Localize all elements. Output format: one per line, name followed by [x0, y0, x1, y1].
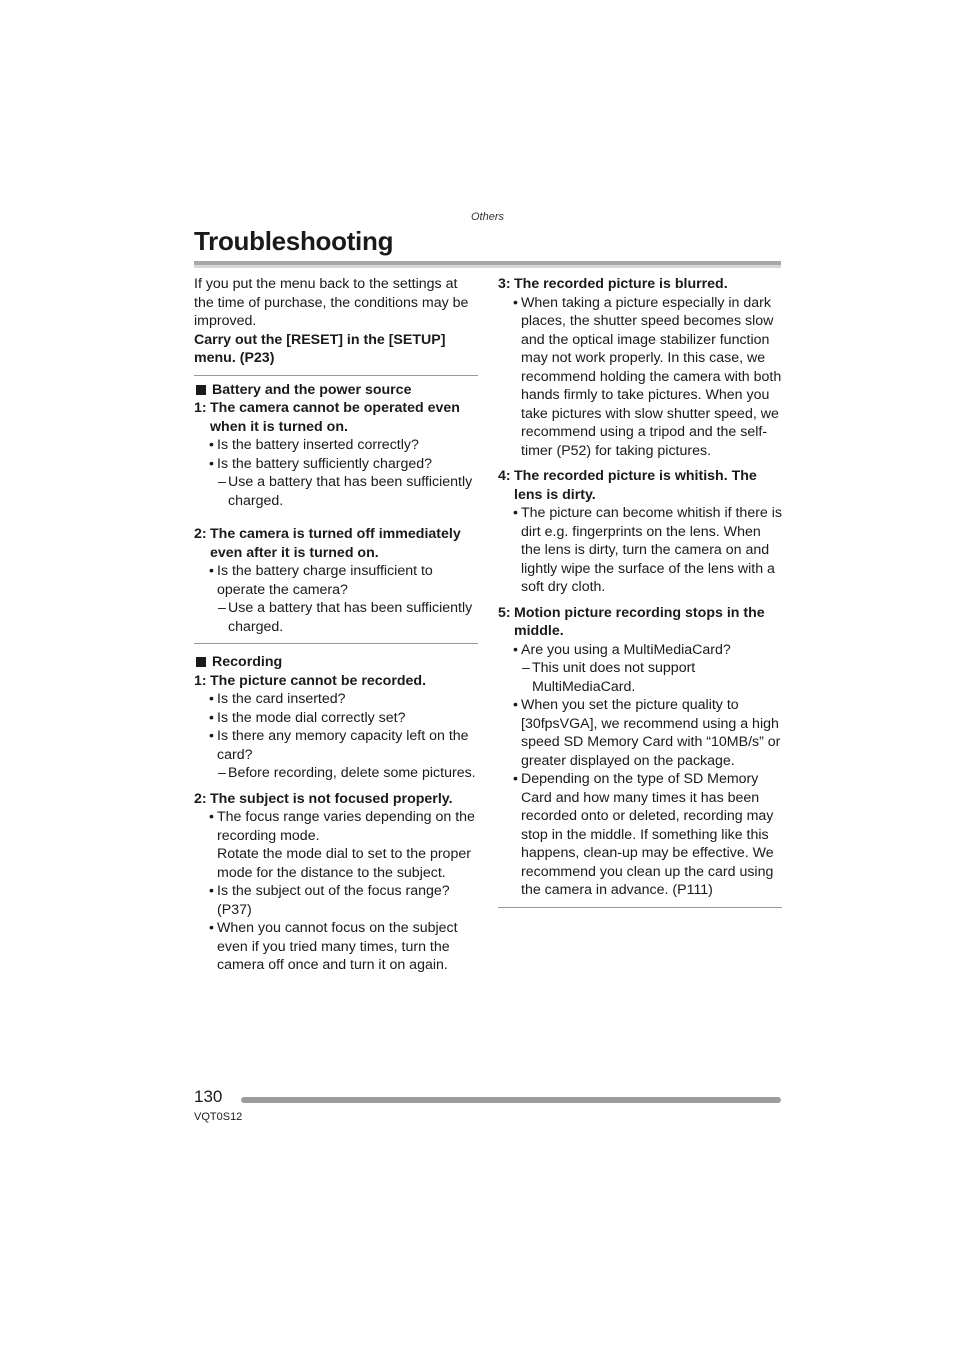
- list-item: [498, 294, 782, 461]
- sub-list-item: [194, 764, 478, 783]
- question-title: The recorded picture is whitish. The lens is dirty.: [514, 468, 757, 503]
- list-item: [194, 919, 478, 975]
- bullet-icon: •: [209, 563, 214, 579]
- battery-heading-text: Battery and the power source: [212, 381, 412, 398]
- sub-list-item-text: Use a battery that has been sufficiently charged.: [228, 600, 473, 635]
- question-number: 5:: [498, 604, 511, 621]
- sub-list-item-text: Use a battery that has been sufficiently charged.: [228, 474, 473, 509]
- intro-bold: Carry out the [RESET] in the [SETUP] menu. (P23): [194, 331, 446, 366]
- divider: [194, 375, 478, 637]
- list-item-text: When you set the picture quality to [30fpsVGA], we recommend using a high speed SD Memory Card with “10MB/s” or greater displayed on the package.: [521, 697, 781, 769]
- recording-question-3: [498, 275, 782, 294]
- question-title: The camera cannot be operated even when it is turned on.: [210, 400, 460, 435]
- list-item: [498, 504, 782, 597]
- list-item: [194, 727, 478, 764]
- list-item-text: Is the card inserted?: [217, 691, 346, 707]
- list-item-text: Is there any memory capacity left on the card?: [217, 728, 469, 763]
- bullet-icon: •: [513, 771, 518, 787]
- question-title: Motion picture recording stops in the middle.: [514, 604, 765, 639]
- bullet-icon: •: [513, 505, 518, 521]
- question-number: 2:: [194, 790, 207, 807]
- recording-question-2: [194, 790, 478, 809]
- dash-icon: –: [218, 765, 226, 781]
- recording-question-4: [498, 467, 782, 504]
- dash-icon: –: [218, 600, 226, 616]
- dash-icon: –: [218, 474, 226, 490]
- question-title: The camera is turned off immediately even after it is turned on.: [210, 526, 461, 561]
- sub-list-item: [498, 659, 782, 696]
- footer-rule: [241, 1097, 781, 1103]
- sub-list-item: [194, 473, 478, 510]
- square-bullet-icon: [196, 657, 206, 667]
- sub-list-item-text: Before recording, delete some pictures.: [228, 765, 476, 781]
- list-item: [194, 562, 478, 599]
- list-item-text: When taking a picture especially in dark places, the shutter speed becomes slow and the optical image stabilizer function may not work properly. In this case, we recommend holding the camera with both hands firmly to take pictures. When you take pictures with slow shutter speed, we recommend using a tripod and the self-timer (P52) for taking pictures.: [521, 294, 782, 459]
- question-title: The picture cannot be recorded.: [210, 672, 427, 689]
- list-item-continuation: Rotate the mode dial to set to the proper mode for the distance to the subject.: [217, 846, 471, 881]
- divider: [194, 643, 478, 975]
- sub-list-item-text: This unit does not support MultiMediaCard.: [532, 660, 696, 695]
- question-number: 1:: [194, 400, 207, 416]
- battery-question-1: [194, 399, 478, 436]
- recording-heading: [194, 653, 478, 672]
- question-number: 2:: [194, 526, 207, 542]
- list-item-text: Depending on the type of SD Memory Card and how many times it has been recorded onto or deleted, recording may stop in the middle. If something like this happens, clean-up may be effective. We recommend you clean up the card using the camera in advance. (P111): [521, 771, 774, 898]
- bullet-icon: •: [209, 437, 214, 453]
- bullet-icon: •: [209, 728, 214, 744]
- battery-question-2: [194, 525, 478, 562]
- list-item: [194, 808, 478, 845]
- bullet-icon: •: [209, 691, 214, 707]
- list-item-text: Is the battery inserted correctly?: [217, 437, 419, 453]
- list-item: [498, 641, 782, 660]
- right-column: [498, 275, 782, 908]
- bullet-icon: •: [209, 920, 214, 936]
- bullet-icon: •: [209, 455, 214, 472]
- bullet-icon: •: [209, 709, 214, 726]
- list-item: [194, 690, 478, 709]
- bullet-icon: •: [209, 883, 214, 899]
- square-bullet-icon: [196, 385, 206, 395]
- question-number: 1:: [194, 672, 207, 689]
- question-number: 3:: [498, 276, 511, 292]
- question-title: The subject is not focused properly.: [210, 790, 453, 807]
- page-title: Troubleshooting: [194, 226, 394, 256]
- bullet-icon: •: [209, 809, 214, 825]
- question-title: The recorded picture is blurred.: [514, 276, 728, 292]
- dash-icon: –: [522, 660, 530, 676]
- list-item-text: Is the battery charge insufficient to operate the camera?: [217, 563, 433, 598]
- list-item: [498, 696, 782, 770]
- recording-question-5: [498, 604, 782, 641]
- list-item-text: Is the battery sufficiently charged?: [217, 455, 433, 472]
- section-label: Others: [471, 211, 505, 223]
- question-number: 4:: [498, 468, 511, 484]
- page-number: 130: [194, 1087, 223, 1106]
- recording-heading-text: Recording: [212, 654, 283, 670]
- list-item-text: The focus range varies depending on the recording mode.: [217, 809, 475, 844]
- list-item: [194, 455, 478, 474]
- title-rule: [194, 261, 781, 268]
- recording-question-1: [194, 672, 478, 691]
- list-item: [498, 770, 782, 900]
- list-item-text: Are you using a MultiMediaCard?: [521, 641, 731, 658]
- intro-text: If you put the menu back to the settings at the time of purchase, the conditions may be improved.: [194, 276, 469, 329]
- bullet-icon: •: [513, 294, 518, 311]
- list-item-text: Is the mode dial correctly set?: [217, 709, 406, 726]
- list-item: [194, 882, 478, 919]
- bullet-icon: •: [513, 641, 518, 658]
- battery-heading: [194, 381, 478, 400]
- divider: [498, 907, 782, 908]
- bullet-icon: •: [513, 697, 518, 713]
- document-code: VQT0S12: [194, 1111, 243, 1123]
- list-item-text: The picture can become whitish if there is dirt e.g. fingerprints on the lens. When the lens is dirty, turn the camera on and lightly wipe the surface of the lens with a soft dry cloth.: [521, 505, 783, 595]
- left-column: [194, 275, 478, 975]
- list-item-text: When you cannot focus on the subject even if you tried many times, turn the camera off once and turn it on again.: [217, 920, 458, 973]
- list-item-text: Is the subject out of the focus range? (P37): [217, 883, 450, 918]
- sub-list-item: [194, 599, 478, 636]
- list-item: [194, 436, 478, 455]
- list-item: [194, 709, 478, 728]
